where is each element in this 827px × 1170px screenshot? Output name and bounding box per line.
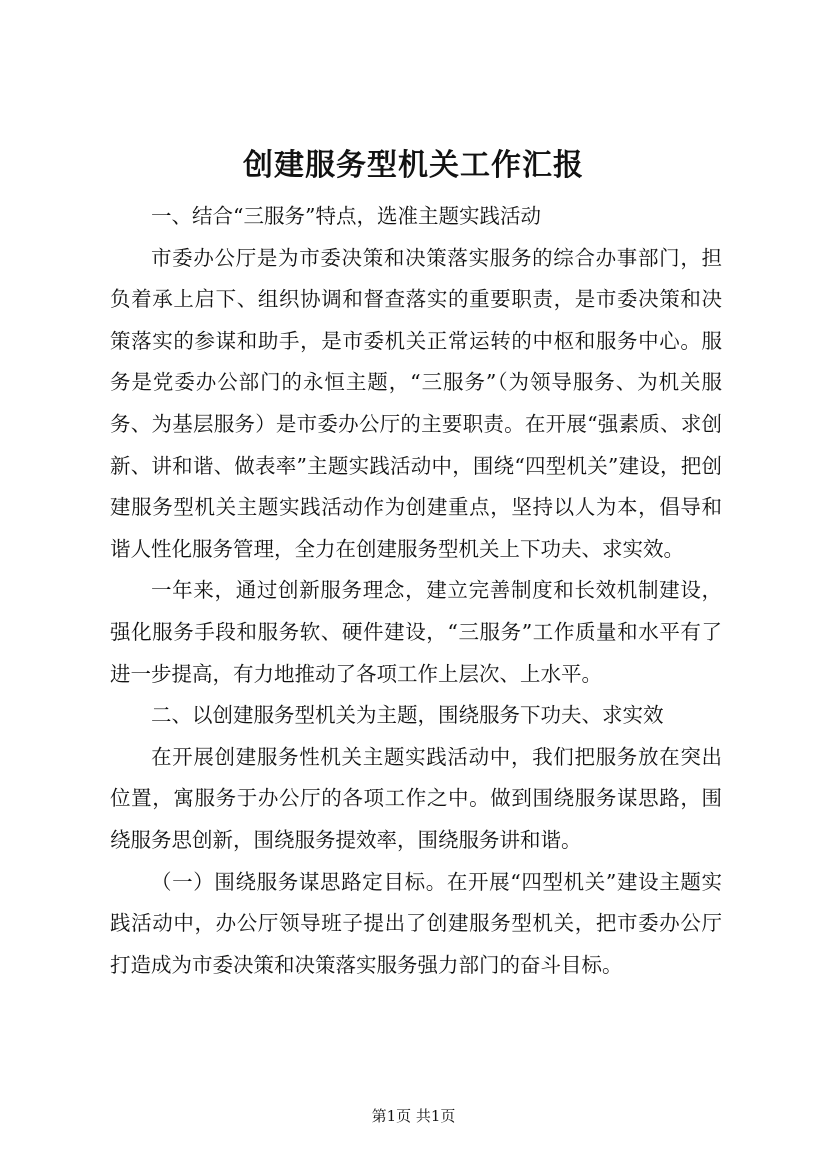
paragraph: 一年来，通过创新服务理念，建立完善制度和长效机制建设，强化服务手段和服务软、硬件建设，“三服务”工作质量和水平有了进一步提高，有力地推动了各项工作上层次、上水平。: [110, 578, 722, 686]
paragraph: （一）围绕服务谋思路定目标。在开展“四型机关”建设主题实践活动中，办公厅领导班子提出了创建服务型机关，把市委办公厅打造成为市委决策和决策落实服务强力部门的奋斗目标。: [110, 869, 722, 977]
document-title: 创建服务型机关工作汇报: [243, 148, 584, 183]
section-heading-1: 一、结合“三服务”特点，选准主题实践活动: [151, 204, 541, 228]
section-heading-2: 二、以创建服务型机关为主题，围绕服务下功夫、求实效: [151, 703, 664, 728]
paragraph: 市委办公厅是为市委决策和决策落实服务的综合办事部门，担负着承上启下、组织协调和督查落实的重要职责，是市委决策和决策落实的参谋和助手，是市委机关正常运转的中枢和服务中心。服务是党委办公部门的永恒主题，“三服务”（为领导服务、为机关服务、为基层服务）是市委办公厅的主要职责。在开展“强素质、求创新、讲和谐、做表率”主题实践活动中，围绕“四型机关”建设，把创建服务型机关主题实践活动作为创建重点，坚持以人为本，倡导和谐人性化服务管理，全力在创建服务型机关上下功夫、求实效。: [110, 245, 722, 561]
document-body: [110, 196, 722, 986]
page-footer: 第1页 共1页: [371, 1107, 456, 1125]
paragraph: 在开展创建服务性机关主题实践活动中，我们把服务放在突出位置，寓服务于办公厅的各项工作之中。做到围绕服务谋思路，围绕服务思创新，围绕服务提效率，围绕服务讲和谐。: [110, 744, 722, 852]
